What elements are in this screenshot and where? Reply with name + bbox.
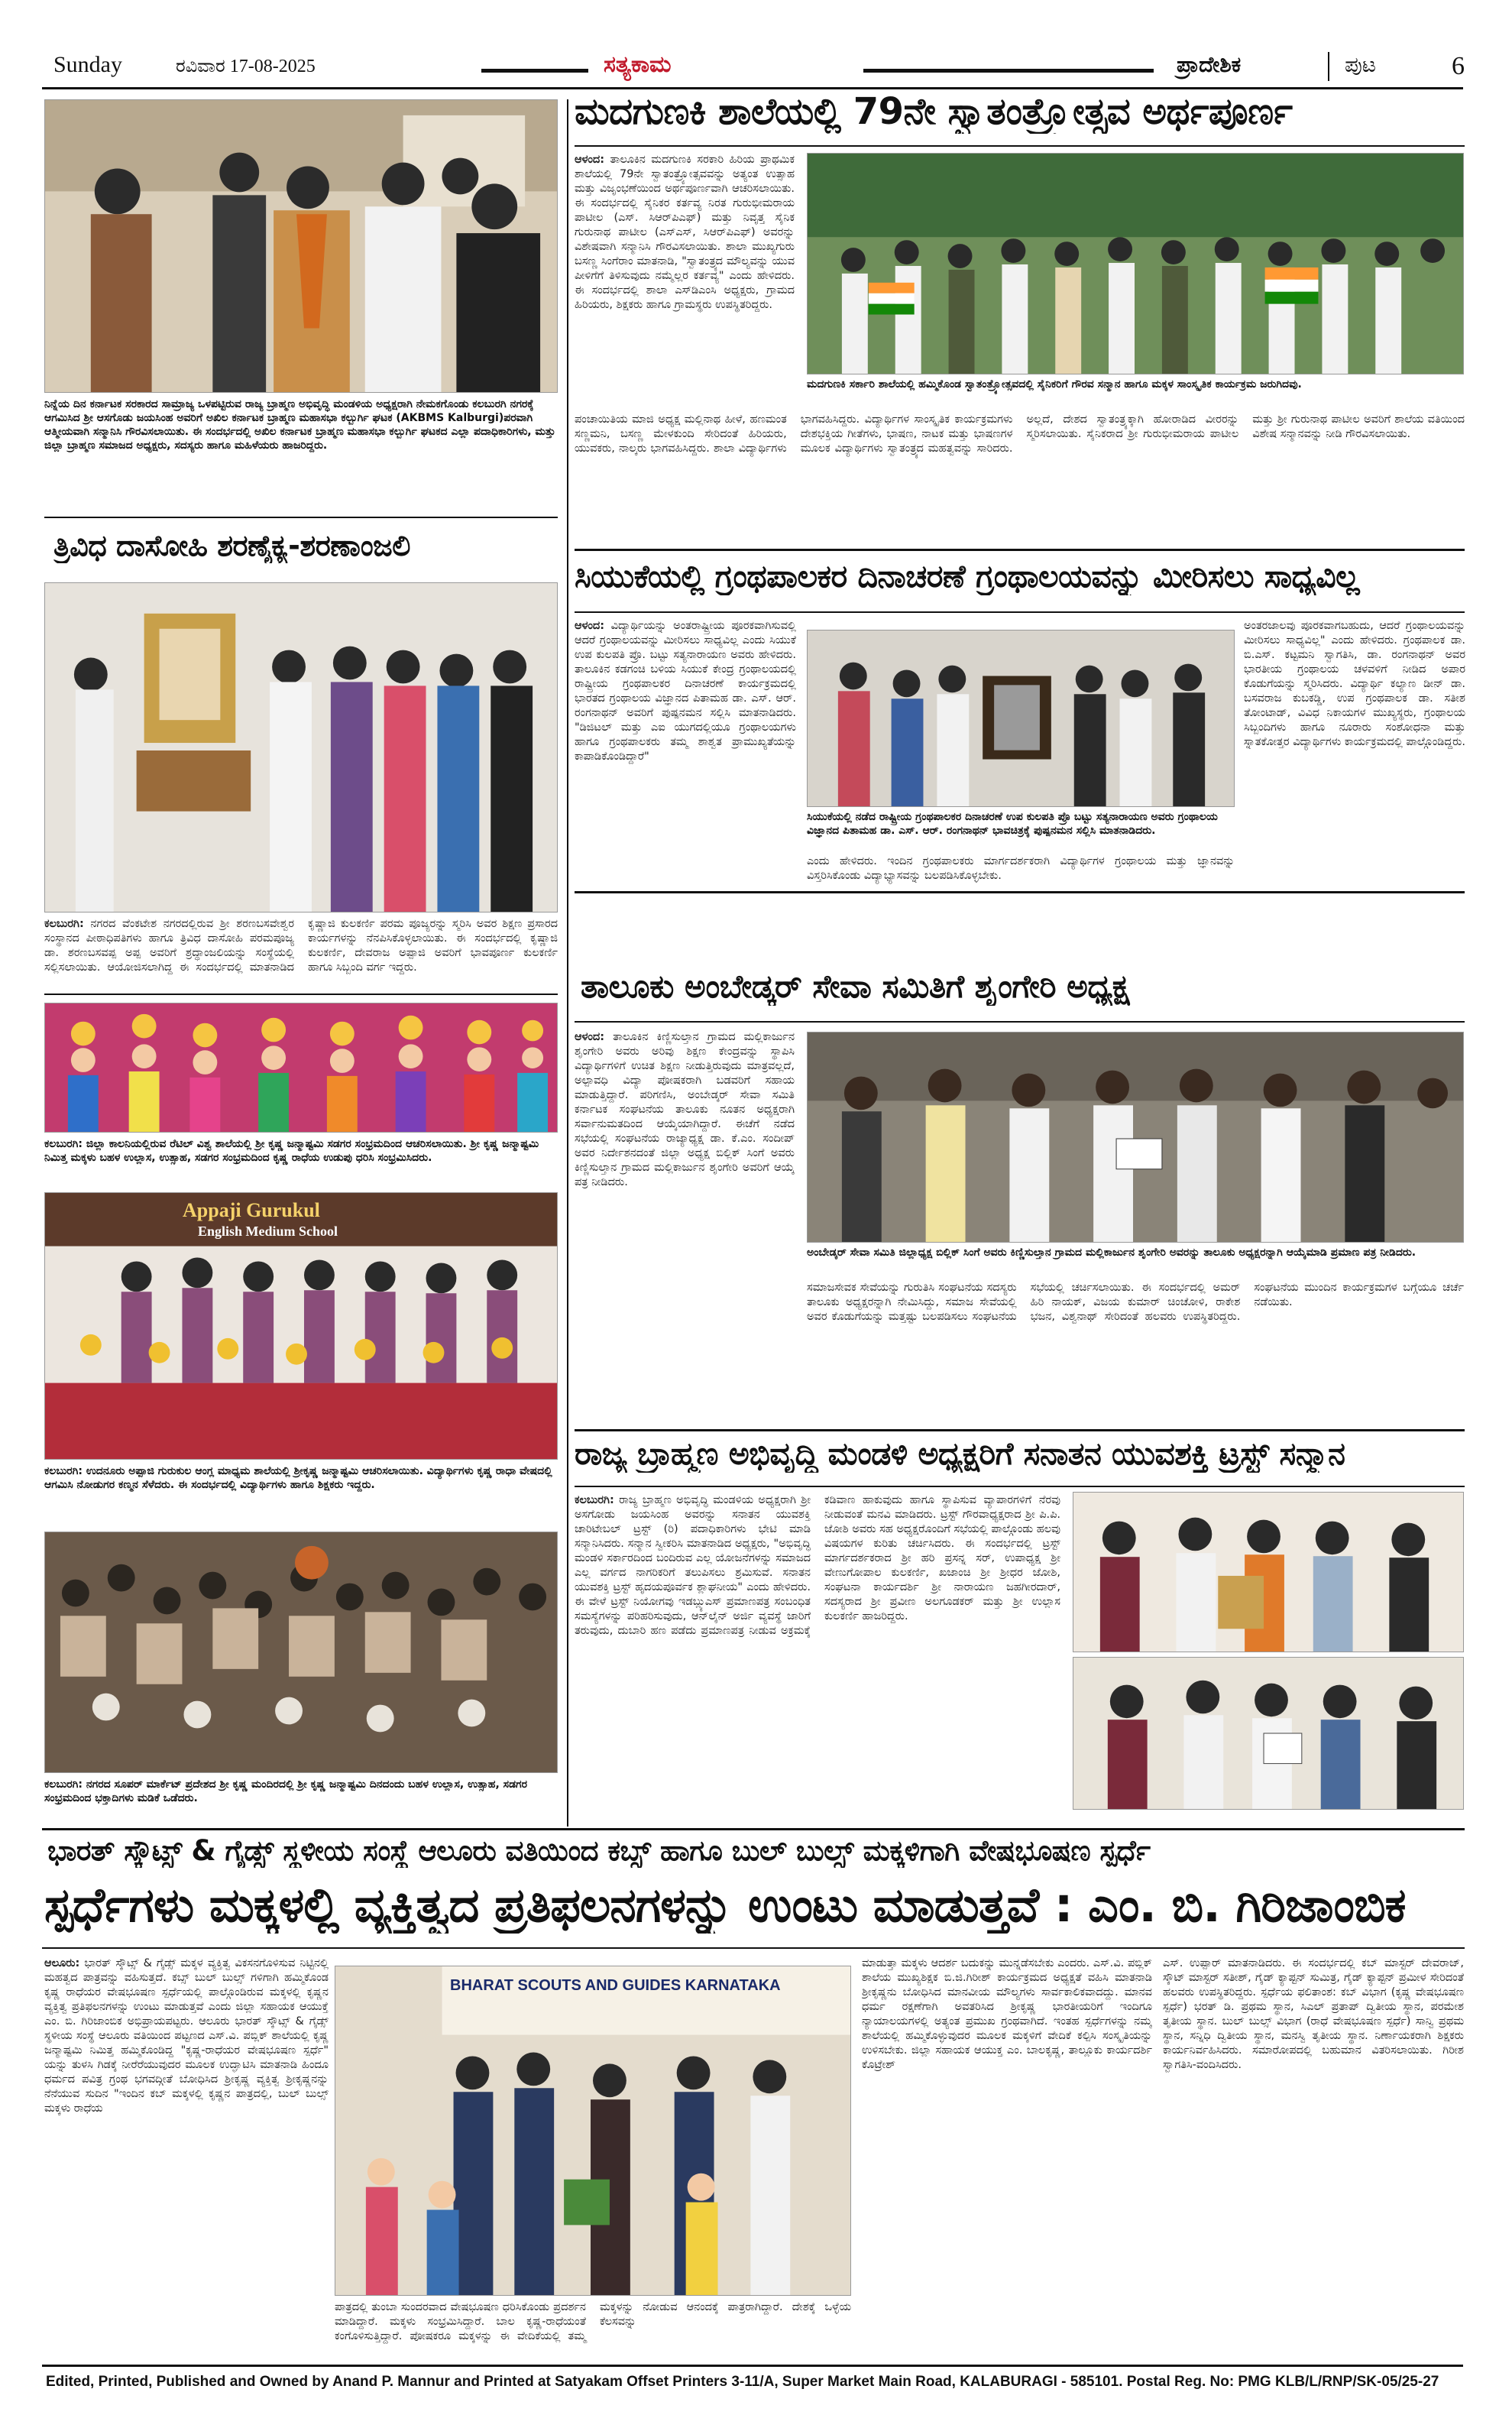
- caption-appaji-gurukul: ಕಲಬುರಗಿ: ಉದನೂರು ಅಪ್ಪಾಜಿ ಗುರುಕುಲ ಆಂಗ್ಲ ಮಾಧ್ಯಮ ಶಾಲೆಯಲ್ಲಿ ಶ್ರೀಕೃಷ್ಣ ಜನ್ಮಾಷ್ಟಮಿ ಆಚರಿಸಲಾಯಿತು. ವಿದ್ಯಾರ್ಥಿಗಳು ಕೃಷ್ಣ ರಾಧಾ ವೇಷದಲ್ಲಿ ಆಗಮಿಸಿ ನೋಡುಗರ ಕಣ್ಮನ ಸೆಳೆದರು. ಈ ಸಂದರ್ಭದಲ್ಲಿ ವಿದ್ಯಾರ್ಥಿಗಳು ಹಾಗೂ ಶಿಕ್ಷಕರು ಇದ್ದರು.: [44, 1465, 552, 1491]
- photo-scouts-event: [335, 1966, 851, 2296]
- page-label: ಪುಟ: [1345, 53, 1377, 77]
- body-text: ವಿದ್ಯಾರ್ಥಿಯನ್ನು ಅಂತರಾಷ್ಟ್ರೀಯ ಪೂರಕವಾಗಿಸುವಲ್ಲಿ ಆದರೆ ಗ್ರಂಥಾಲಯವನ್ನು ಮೀರಿಸಲು ಸಾಧ್ಯವಿಲ್ಲ ಎಂದು ಸಿಯುಕೆ ಉಪ ಕುಲಪತಿ ಪ್ರೊ. ಬಟ್ಟು ಸತ್ಯನಾರಾಯಣ ಅವರು ಹೇಳಿದರು. ತಾಲೂಕಿನ ಕಡಗಂಚಿ ಬಳಿಯ ಸಿಯುಕೆ ಕೇಂದ್ರ ಗ್ರಂಥಾಲಯದಲ್ಲಿ ರಾಷ್ಟ್ರೀಯ ಗ್ರಂಥಪಾಲಕರ ದಿನಾಚರಣೆ ಕಾರ್ಯಕ್ರಮದಲ್ಲಿ ಭಾರತದ ಗ್ರಂಥಾಲಯ ವಿಜ್ಞಾನದ ಪಿತಾಮಹ ಡಾ. ಎಸ್. ಆರ್. ರಂಗನಾಥನ್ ಅವರಿಗೆ ಪುಷ್ಪನಮನ ಸಲ್ಲಿಸಿ ಮಾತನಾಡಿದರು. "ಡಿಜಿಟಲ್ ಮತ್ತು ಎಐ ಯುಗದಲ್ಲಿಯೂ ಗ್ರಂಥಾಲಯಗಳು ಹಾಗೂ ಗ್ರಂಥಪಾಲಕರು ತಮ್ಮ ಶಾಶ್ವತ ಪ್ರಾಮುಖ್ಯತೆಯನ್ನು ಕಾಪಾಡಿಕೊಂಡಿದ್ದಾರೆ": [575, 620, 796, 763]
- caption-akbms-felicitation: ನಿನ್ನೆಯ ದಿನ ಕರ್ನಾಟಕ ಸರಕಾರದ ಸಾಮ್ರಾಜ್ಯ ಒಳಪಟ್ಟಿರುವ ರಾಜ್ಯ ಬ್ರಾಹ್ಮಣ ಅಭಿವೃದ್ಧಿ ಮಂಡಳಿಯ ಅಧ್ಯಕ್ಷರಾಗಿ ನೇಮಕಗೊಂಡು ಕಲಬುರಗಿ ನಗರಕ್ಕೆ ಆಗಮಿಸಿದ ಶ್ರೀ ಆಸಗೊಡು ಜಯಸಿಂಹ ಅವರಿಗೆ ಅಖಿಲ ಕರ್ನಾಟಕ ಬ್ರಾಹ್ಮಣ ಮಹಾಸಭಾ ಕಲ್ಬುರ್ಗಿ ಘಟಕ (AKBMS Kalburgi)ಪರವಾಗಿ ಆತ್ಮೀಯವಾಗಿ ಸನ್ಮಾನಿಸಿ ಗೌರವಿಸಲಾಯಿತು. ಈ ಸಂದರ್ಭದಲ್ಲಿ ಅಖಿಲ ಕರ್ನಾಟಕ ಬ್ರಾಹ್ಮಣ ಮಹಾಸಭಾ ಕಲ್ಬುರ್ಗಿ ಘಟಕದ ಎಲ್ಲಾ ಪದಾಧಿಕಾರಿಗಳು, ಮತ್ತು ಜಿಲ್ಲಾ ಬ್ರಾಹ್ಮಣ ಸಮಾಜದ ಅಧ್ಯಕ್ಷರು, ಸದಸ್ಯರು ಹಾಗೂ ಮಹಿಳೆಯರು ಹಾಜರಿದ್ದರು.: [44, 398, 555, 452]
- page-number: 6: [1452, 52, 1465, 80]
- column-divider: [567, 99, 568, 1827]
- masthead-separator: [1328, 52, 1329, 81]
- body-library-left: [575, 619, 796, 851]
- photo-brahmana-felicitation-1: [1073, 1492, 1464, 1652]
- body-dasohi: [44, 917, 558, 990]
- divider: [575, 891, 1465, 893]
- dateline: ಆಳಂದ:: [575, 1031, 605, 1043]
- headline-dasohi: ತ್ರಿವಿಧ ದಾಸೋಹಿ ಶರಣೈಕ್ಯ-ಶರಣಾಂಜಲಿ: [53, 529, 410, 562]
- photo-dahi-handi-crowd: [44, 1532, 558, 1773]
- dateline: ಆಳಂದ:: [575, 620, 605, 632]
- body-library-right: ಅಂತರಜಾಲವು ಪೂರಕವಾಗಬಹುದು, ಆದರೆ ಗ್ರಂಥಾಲಯವನ್ನು ಮೀರಿಸಲು ಸಾಧ್ಯವಿಲ್ಲ" ಎಂದು ಹೇಳಿದರು. ಗ್ರಂಥಪಾಲಕ ಡಾ. ಬಿ.ಎಸ್. ಕಟ್ಟಮನಿ ಸ್ವಾಗತಿಸಿ, ಡಾ. ರಂಗನಾಥನ್ ಅವರ ಭಾರತೀಯ ಗ್ರಂಥಾಲಯ ಚಳವಳಿಗೆ ನೀಡಿದ ಅಪಾರ ಕೊಡುಗೆಯನ್ನು ಸ್ಮರಿಸಿದರು. ವಿದ್ಯಾರ್ಥಿ ಕಲ್ಯಾಣ ಡೀನ್ ಡಾ. ಬಸವರಾಜ ಕುಬಕಡ್ಡಿ, ಉಪ ಗ್ರಂಥಪಾಲಕ ಡಾ. ಸತೀಶ ತೋಂಟಾಡ್, ವಿವಿಧ ನಿಕಾಯಗಳ ಮುಖ್ಯಸ್ಥರು, ಗ್ರಂಥಾಲಯ ಸಿಬ್ಬಂದಿಗಳು ಹಾಗೂ ನೂರಾರು ಸಂಶೋಧನಾ ಮತ್ತು ಸ್ನಾತಕೋತ್ತರ ವಿದ್ಯಾರ್ಥಿಗಳು ಕಾರ್ಯಕ್ರಮದಲ್ಲಿ ಪಾಲ್ಗೊಂಡಿದ್ದರು.: [1244, 620, 1465, 748]
- divider: [575, 611, 1465, 613]
- photo-dasohi-tribute: [44, 582, 558, 913]
- caption-ambedkar: ಅಂಬೇಡ್ಕರ್ ಸೇವಾ ಸಮಿತಿ ಜಿಲ್ಲಾಧ್ಯಕ್ಷ ಬಿಲ್ಲಿಕ್ ಸಿಂಗೆ ಅವರು ಕಿಣ್ಣಿಸುಲ್ತಾನ ಗ್ರಾಮದ ಮಲ್ಲಿಕಾರ್ಜುನ ಶೃಂಗೇರಿ ಅವರನ್ನು ತಾಲೂಕು ಅಧ್ಯಕ್ಷರನ್ನಾಗಿ ಆಯ್ಕೆಮಾಡಿ ಪ್ರಮಾಣ ಪತ್ರ ನೀಡಿದರು.: [807, 1246, 1416, 1259]
- school-sign: Appaji Gurukul: [183, 1199, 320, 1221]
- headline-ambedkar: ತಾಲೂಕು ಅಂಬೇಡ್ಕರ್ ಸೇವಾ ಸಮಿತಿಗೆ ಶೃಂಗೇರಿ ಅಧ್ಯಕ್ಷ: [581, 968, 1130, 1005]
- divider: [575, 1486, 1465, 1487]
- section-name: ಪ್ರಾದೇಶಿಕ: [1177, 53, 1242, 77]
- body-text: ತಾಲೂಕಿನ ಕಿಣ್ಣಿಸುಲ್ತಾನ ಗ್ರಾಮದ ಮಲ್ಲಿಕಾರ್ಜುನ ಶೃಂಗೇರಿ ಅವರು ಅರಿವು ಶಿಕ್ಷಣ ಕೇಂದ್ರವನ್ನು ಸ್ಥಾಪಿಸಿ ವಿದ್ಯಾರ್ಥಿಗಳಿಗೆ ಉಚಿತ ಶಿಕ್ಷಣ ನೀಡುತ್ತಿರುವುದು ಮಾತ್ರವಲ್ಲದೆ, ಅಲ್ಪಾವಧಿ ವಿದ್ಯಾ ಪೋಷಕರಾಗಿ ಬಡವರಿಗೆ ಸಹಾಯ ಮಾಡುತ್ತಿದ್ದಾರೆ. ಪರಿಗಣಿಸಿ, ಅಂಬೇಡ್ಕರ್ ಸೇವಾ ಸಮಿತಿ ಕರ್ನಾಟಕ ಸಂಘಟನೆಯ ತಾಲೂಕು ನೂತನ ಅಧ್ಯಕ್ಷರಾಗಿ ಸರ್ವಾನುಮತದಿಂದ ಆಯ್ಕೆಯಾಗಿದ್ದಾರೆ. ಈಚೆಗೆ ನಡೆದ ಸಭೆಯಲ್ಲಿ ಸಂಘಟನೆಯ ರಾಜ್ಯಾಧ್ಯಕ್ಷ ಡಾ. ಕೆ.ಎಂ. ಸಂದೀಪ್ ಅವರ ನಿರ್ದೇಶನದಂತೆ ಜಿಲ್ಲಾ ಅಧ್ಯಕ್ಷ ಬಿಲ್ಲಿಕ್ ಸಿಂಗೆ ಅವರು ಕಿಣ್ಣಿಸುಲ್ತಾನ ಗ್ರಾಮದ ಮಲ್ಲಿಕಾರ್ಜುನ ಶೃಂಗೇರಿ ಅವರಿಗೆ ಆಯ್ಕೆ ಪತ್ರ ನೀಡಿದರು.: [575, 1031, 795, 1188]
- photo-ambedkar-appointment: [807, 1032, 1464, 1243]
- dateline: ಆಳಂದ:: [575, 154, 605, 166]
- masthead: [53, 52, 1465, 86]
- body-scouts-mid: ಮಾಡುತ್ತಾ ಮಕ್ಕಳು ಆದರ್ಶ ಬದುಕನ್ನು ಮುನ್ನಡೆಸಬೇಕು ಎಂದರು. ಎಸ್.ವಿ. ಪಬ್ಲಿಕ್ ಶಾಲೆಯ ಮುಖ್ಯಶಿಕ್ಷಕ ಬಿ.ಜಿ.ಗಿರೀಶ್ ಕಾರ್ಯಕ್ರಮದ ಅಧ್ಯಕ್ಷತೆ ವಹಿಸಿ ಮಾತನಾಡಿ ಶ್ರೀಕೃಷ್ಣನು ಬೋಧಿಸಿದ ಮಾನವೀಯ ಮೌಲ್ಯಗಳು ಸಾರ್ವಕಾಲಿಕವಾದದ್ದು. ಮಾನವ ಧರ್ಮ ರಕ್ಷಣೆಗಾಗಿ ಅವತರಿಸಿದ ಶ್ರೀಕೃಷ್ಣ ಭಾರತೀಯರಿಗೆ ಇಂದಿಗೂ ನ್ಯಾಯಾಲಯಗಳಲ್ಲಿ ಅತ್ಯಂತ ಪ್ರಮುಖ ಗ್ರಂಥವಾಗಿದೆ. ಇಂತಹ ಸ್ಪರ್ಧೆಗಳನ್ನು ನಮ್ಮ ಶಾಲೆಯಲ್ಲಿ ಹಮ್ಮಿಕೊಳ್ಳುವುದರ ಮೂಲಕ ಮಕ್ಕಳಿಗೆ ವೇದಿಕೆ ಕಲ್ಪಿಸಿ ಸಂಸ್ಕೃತಿಯನ್ನು ಉಳಿಸಬೇಕು. ಜಿಲ್ಲಾ ಸಹಾಯಕ ಆಯುಕ್ತ ಎಂ. ಬಾಲಕೃಷ್ಣ, ತಾಲ್ಲೂಕು ಕಾರ್ಯದರ್ಶಿ ಕೊಟ್ರೇಶ್: [862, 1957, 1152, 2071]
- masthead-date: ರವಿವಾರ 17-08-2025: [176, 57, 316, 76]
- divider: [44, 517, 558, 518]
- photo-akbms-felicitation: [44, 99, 558, 393]
- headline-library: ಸಿಯುಕೆಯಲ್ಲಿ ಗ್ರಂಥಪಾಲಕರ ದಿನಾಚರಣೆ ಗ್ರಂಥಾಲಯವನ್ನು ಮೀರಿಸಲು ಸಾಧ್ಯವಿಲ್ಲ: [575, 558, 1360, 595]
- divider: [42, 1828, 1465, 1830]
- body-text: ತಾಲೂಕಿನ ಮದಗುಣಕಿ ಸರಕಾರಿ ಹಿರಿಯ ಪ್ರಾಥಮಿಕ ಶಾಲೆಯಲ್ಲಿ 79ನೇ ಸ್ವಾತಂತ್ರ್ಯೋತ್ಸವವನ್ನು ಅತ್ಯಂತ ಉತ್ಸಾಹ ಮತ್ತು ವಿಜೃಂಭಣೆಯಿಂದ ಅರ್ಥಪೂರ್ಣವಾಗಿ ಆಚರಿಸಲಾಯಿತು. ಈ ಸಂದರ್ಭದಲ್ಲಿ ಸೈನಿಕರ ಕರ್ತವ್ಯ ನಿರತ ಗುರುಭೀಮರಾಯ ಪಾಟೀಲ (ಎಸ್. ಸಿಆರ್‌ಪಿಎಫ್) ಮತ್ತು ನಿವೃತ್ತ ಸೈನಿಕ ಗುರುನಾಥ ಪಾಟೀಲ (ಎಸ್‌ಎಸ್, ಸಿಆರ್‌ಪಿಎಫ್) ಅವರನ್ನು ವಿಶೇಷವಾಗಿ ಸನ್ಮಾನಿಸಿ ಗೌರವಿಸಲಾಯಿತು. ಶಾಲಾ ಮುಖ್ಯಗುರು ಬಸಣ್ಣ ಸಿಂಗೆರಾಂ ಮಾತನಾಡಿ, "ಸ್ವಾತಂತ್ರ್ಯದ ಮೌಲ್ಯವನ್ನು ಯುವ ಪೀಳಿಗೆಗೆ ತಿಳಿಸುವುದು ನಮ್ಮೆಲ್ಲರ ಕರ್ತವ್ಯ" ಎಂದು ಹೇಳಿದರು. ಈ ಸಂದರ್ಭದಲ್ಲಿ ಶಾಲಾ ಎಸ್‌ಡಿಎಂಸಿ ಅಧ್ಯಕ್ಷರು, ಗ್ರಾಮದ ಹಿರಿಯರು, ಶಿಕ್ಷಕರು ಹಾಗೂ ಗ್ರಾಮಸ್ಥರು ಉಪಸ್ಥಿತರಿದ್ದರು.: [575, 154, 795, 311]
- body-ambedkar-left: [575, 1030, 795, 1426]
- kicker-scouts: ಭಾರತ್ ಸ್ಕೌಟ್ಸ್ & ಗೈಡ್ಸ್ ಸ್ಥಳೀಯ ಸಂಸ್ಥೆ ಆಲೂರು ವತಿಯಿಂದ ಕಬ್ಸ್ ಹಾಗೂ ಬುಲ್ ಬುಲ್ಸ್ ಮಕ್ಕಳಿಗಾಗಿ ವೇಷಭೂಷಣ ಸ್ಪರ್ಧೆ: [47, 1834, 1151, 1867]
- photo-brahmana-felicitation-2: [1073, 1657, 1464, 1810]
- divider: [575, 1021, 1465, 1023]
- dateline: ಕಲಬುರಗಿ:: [575, 1494, 614, 1506]
- banner-text: BHARAT SCOUTS AND GUIDES KARNATAKA: [450, 1977, 781, 1994]
- divider: [575, 1429, 1465, 1431]
- body-madagunaki-left: [575, 153, 795, 391]
- dateline: ಕಲಬುರಗಿ:: [44, 918, 84, 930]
- body-text: ಭಾರತ್ ಸ್ಕೌಟ್ಸ್ & ಗೈಡ್ಸ್ ಮಕ್ಕಳ ವ್ಯಕ್ತಿತ್ವ ವಿಕಸನಗೊಳಿಸುವ ನಿಟ್ಟಿನಲ್ಲಿ ಮಹತ್ವದ ಪಾತ್ರವನ್ನು ವಹಿಸುತ್ತದೆ. ಕಬ್ಸ್ ಬುಲ್ ಬುಲ್ಸ್ ಗಳಿಗಾಗಿ ಹಮ್ಮಿಕೊಂಡ ಕೃಷ್ಣ ರಾಧೆಯರ ವೇಷಭೂಷಣ ಸ್ಪರ್ಧೆಯಲ್ಲಿ ಪಾಲ್ಗೊಂಡಿರುವ ಮಕ್ಕಳಲ್ಲಿ ಕೃಷ್ಣನ ವ್ಯಕ್ತಿತ್ವ ಪ್ರತಿಫಲನಗಳನ್ನು ಉಂಟು ಮಾಡುತ್ತವೆ ಎಂದು ಜಿಲ್ಲಾ ಸಹಾಯಕ ಆಯುಕ್ತೆ ಎಂ. ಬಿ. ಗಿರಿಜಾಂಬಿಕ ಅಭಿಪ್ರಾಯಪಟ್ಟರು. ಆಲೂರು ಭಾರತ್ ಸ್ಕೌಟ್ಸ್ & ಗೈಡ್ಸ್ ಸ್ಥಳೀಯ ಸಂಸ್ಥೆ ಆಲೂರು ವತಿಯಿಂದ ಪಟ್ಟಣದ ಎಸ್.ವಿ. ಪಬ್ಲಿಕ್ ಶಾಲೆಯಲ್ಲಿ ಕೃಷ್ಣ ಜನ್ಮಾಷ್ಟಮಿ ನಿಮಿತ್ತ ಹಮ್ಮಿಕೊಂಡಿದ್ದ "ಕೃಷ್ಣ-ರಾಧೆಯರ ವೇಷಭೂಷಣ ಸ್ಪರ್ಧೆ" ಯನ್ನು ತುಳಸಿ ಗಿಡಕ್ಕೆ ನೀರೆರೆಯುವುದರ ಮೂಲಕ ಉದ್ಘಾಟಿಸಿ ಮಾತನಾಡಿ ಹಿಂದೂ ಧರ್ಮದ ಪವಿತ್ರ ಗ್ರಂಥ ಭಗವದ್ಗೀತೆ ಬೋಧಿಸಿದ ಶ್ರೀಕೃಷ್ಣ ವ್ಯಕ್ತಿತ್ವ ಶ್ರೀಕೃಷ್ಣನನ್ನು ನೆನೆಯುವ ಸುದಿನ "ಇಂದಿನ ಕಬ್ ಮಕ್ಕಳಲ್ಲಿ ಕೃಷ್ಣನ ಪಾತ್ರದಲ್ಲಿ, ಬುಲ್ ಬುಲ್ಸ್ ಮಕ್ಕಳು ರಾಧೆಯ: [44, 1957, 329, 2115]
- divider: [575, 549, 1465, 551]
- headline-scouts: ಸ್ಪರ್ಧೆಗಳು ಮಕ್ಕಳಲ್ಲಿ ವ್ಯಕ್ತಿತ್ವದ ಪ್ರತಿಫಲನಗಳನ್ನು ಉಂಟು ಮಾಡುತ್ತವೆ : ಎಂ. ಬಿ. ಗಿರಿಜಾಂಬಿಕ: [44, 1877, 1406, 1933]
- photo-janmashtami-kids: [44, 1003, 558, 1133]
- divider: [575, 145, 1465, 147]
- body-scouts-right: ಎಸ್. ಉಪ್ಪಾರ್ ಮಾತನಾಡಿದರು. ಈ ಸಂದರ್ಭದಲ್ಲಿ ಕಬ್ ಮಾಸ್ಟರ್ ದೇವರಾಜ್, ಸ್ಕೌಟ್ ಮಾಸ್ಟರ್ ಸತೀಶ್, ಗೈಡ್ ಕ್ಯಾಪ್ಟನ್ ಸುಮಿತ್ರ, ಗೈಡ್ ಕ್ಯಾಪ್ಟನ್ ಪ್ರಮೀಳ ಸೇರಿದಂತೆ ಹಲವರು ಉಪಸ್ಥಿತರಿದ್ದರು. ಸ್ಪರ್ಧೆಯ ಫಲಿತಾಂಶ: ಕಬ್ ವಿಭಾಗ (ಕೃಷ್ಣ ವೇಷಭೂಷಣ ಸ್ಪರ್ಧೆ) ಭರತ್ ಡಿ. ಪ್ರಥಮ ಸ್ಥಾನ, ಸಿಎಲ್ ಪ್ರತಾಪ್ ದ್ವಿತೀಯ ಸ್ಥಾನ, ಪರಮೇಶ ತೃತೀಯ ಸ್ಥಾನ. ಬುಲ್ ಬುಲ್ಸ್ ವಿಭಾಗ (ರಾಧೆ ವೇಷಭೂಷಣ ಸ್ಪರ್ಧೆ) ಸಾನ್ವಿ ಪ್ರಥಮ ಸ್ಥಾನ, ಸನ್ನಿಧಿ ದ್ವಿತೀಯ ಸ್ಥಾನ, ಮನಸ್ವಿ ತೃತೀಯ ಸ್ಥಾನ. ನಿರ್ಣಾಯಕರಾಗಿ ಶಿಕ್ಷಕರು ಕಾರ್ಯನಿರ್ವಹಿಸಿದರು. ಸಮಾರೋಪದಲ್ಲಿ ಬಹುಮಾನ ವಿತರಿಸಲಾಯಿತು. ಗಿರೀಶ ಸ್ವಾಗತಿಸಿ-ವಂದಿಸಿದರು.: [1163, 1957, 1464, 2071]
- headline-madagunaki: ಮದಗುಣಕಿ ಶಾಲೆಯಲ್ಲಿ 79ನೇ ಸ್ವಾತಂತ್ರ್ಯೋತ್ಸವ ಅರ್ಥಪೂರ್ಣ: [575, 90, 1293, 133]
- body-text: ರಾಜ್ಯ ಬ್ರಾಹ್ಮಣ ಅಭಿವೃದ್ಧಿ ಮಂಡಳಿಯ ಅಧ್ಯಕ್ಷರಾಗಿ ಶ್ರೀ ಅಸಗೋಡು ಜಯಸಿಂಹ ಅವರನ್ನು ಸನಾತನ ಯುವಶಕ್ತಿ ಚಾರಿಟೇಬಲ್ ಟ್ರಸ್ಟ್ (ರಿ) ಪದಾಧಿಕಾರಿಗಳು ಭೇಟಿ ಮಾಡಿ ಸನ್ಮಾನಿಸಿದರು. ಸನ್ಮಾನ ಸ್ವೀಕರಿಸಿ ಮಾತನಾಡಿದ ಅಧ್ಯಕ್ಷರು, "ಅಭಿವೃದ್ಧಿ ಮಂಡಳಿ ಸರ್ಕಾರದಿಂದ ಬಂದಿರುವ ಎಲ್ಲ ಯೋಜನೆಗಳನ್ನು ಸಮಾಜದ ಎಲ್ಲ ವರ್ಗದ ನಾಗರಿಕರಿಗೆ ತಲುಪಿಸಲು ಶ್ರಮಿಸುವೆ. ಸನಾತನ ಯುವಶಕ್ತಿ ಟ್ರಸ್ಟ್ ಹೃದಯಪೂರ್ವಕ ಶ್ಲಾಘನೀಯ" ಎಂದು ಹೇಳಿದರು. ಈ ವೇಳೆ ಟ್ರಸ್ಟ್ ನಿಯೋಗವು ಇಡಬ್ಲ್ಯುಎಸ್ ಪ್ರಮಾಣಪತ್ರ ಸಂಬಂಧಿತ ಸಮಸ್ಯೆಗಳನ್ನು ಪರಿಹರಿಸುವುದು, ಆನ್‌ಲೈನ್ ಅರ್ಜಿ ವ್ಯವಸ್ಥೆ ಜಾರಿಗೆ ತರುವುದು, ದುಬಾರಿ ಹಣ ಪಡೆದು ಪ್ರಮಾಣಪತ್ರ ನೀಡುವ ಅಕ್ರಮಕ್ಕೆ ಕಡಿವಾಣ ಹಾಕುವುದು ಹಾಗೂ ಸ್ಥಾಪಿಸುವ ವ್ಯಾಪಾರಗಳಿಗೆ ನೆರವು ನೀಡುವಂತೆ ಮನವಿ ಮಾಡಿದರು. ಟ್ರಸ್ಟ್ ಗೌರವಾಧ್ಯಕ್ಷರಾದ ಶ್ರೀ ಪಿ.ಪಿ. ಜೋಶಿ ಅವರು ಸಹ ಅಧ್ಯಕ್ಷರೊಂದಿಗೆ ಸಭೆಯಲ್ಲಿ ಪಾಲ್ಗೊಂಡು ಹಲವು ವಿಷಯಗಳ ಕುರಿತು ಚರ್ಚಿಸಿದರು. ಈ ಸಂದರ್ಭದಲ್ಲಿ ಟ್ರಸ್ಟ್ ಮಾರ್ಗದರ್ಶಕರಾದ ಶ್ರೀ ಹರಿ ಪ್ರಸನ್ನ ಸರ್, ಉಪಾಧ್ಯಕ್ಷ ಶ್ರೀ ವೇಣುಗೋಪಾಲ ಕುಲಕರ್ಣಿ, ಖಜಾಂಚಿ ಶ್ರೀ ಶ್ರೀಧರ ಜೋಶಿ, ಸಂಘಟನಾ ಕಾರ್ಯದರ್ಶಿ ಶ್ರೀ ನಾರಾಯಣ ಜಹಗೀರದಾರ್, ಸದಸ್ಯರಾದ ಶ್ರೀ ಪ್ರವೀಣ ಅಲಗೂಡಕರ್ ಮತ್ತು ಶ್ರೀ ಉಲ್ಲಾಸ ಕುಲಕರ್ಣಿ ಹಾಜರಿದ್ದರು.: [575, 1494, 1060, 1637]
- masthead-rule-left: [481, 69, 588, 73]
- masthead-rule-right: [863, 69, 1154, 73]
- dateline: ಆಲೂರು:: [44, 1957, 80, 1969]
- body-scouts-under-photo: ಪಾತ್ರದಲ್ಲಿ ತುಂಬಾ ಸುಂದರವಾದ ವೇಷಭೂಷಣ ಧರಿಸಿಕೊಂಡು ಪ್ರದರ್ಶನ ಮಾಡಿದ್ದಾರೆ. ಮಕ್ಕಳು ಸಂಭ್ರಮಿಸಿದ್ದಾರೆ. ಬಾಲ ಕೃಷ್ಣ-ರಾಧೆಯಂತೆ ಕಂಗೊಳಿಸುತ್ತಿದ್ದಾರೆ. ಪೋಷಕರೂ ಮಕ್ಕಳನ್ನು ಈ ವೇದಿಕೆಯಲ್ಲಿ ತಮ್ಮ ಮಕ್ಕಳನ್ನು ನೋಡುವ ಆನಂದಕ್ಕೆ ಪಾತ್ರರಾಗಿದ್ದಾರೆ. ದೇಶಕ್ಕೆ ಒಳ್ಳೆಯ ಕೆಲಸವನ್ನು: [335, 2301, 851, 2342]
- caption-madagunaki: ಮದಗುಣಕಿ ಸರ್ಕಾರಿ ಶಾಲೆಯಲ್ಲಿ ಹಮ್ಮಿಕೊಂಡ ಸ್ವಾತಂತ್ರ್ಯೋತ್ಸವದಲ್ಲಿ ಸೈನಿಕರಿಗೆ ಗೌರವ ಸನ್ಮಾನ ಹಾಗೂ ಮಕ್ಕಳ ಸಾಂಸ್ಕೃತಿಕ ಕಾರ್ಯಕ್ರಮ ಜರುಗಿದವು.: [807, 378, 1302, 391]
- imprint-line: Edited, Printed, Published and Owned by Anand P. Mannur and Printed at Satyakam Offset Printers 3-11/A, Super Market Main Road, KALABURAGI - 585101. Postal Reg. No: PMG KLB/L/RNP/SK-05/25-27: [46, 2374, 1439, 2390]
- caption-dahi-handi: ಕಲಬುರಗಿ: ನಗರದ ಸೂಪರ್ ಮಾರ್ಕೆಟ್ ಪ್ರದೇಶದ ಶ್ರೀ ಕೃಷ್ಣ ಮಂದಿರದಲ್ಲಿ ಶ್ರೀ ಕೃಷ್ಣ ಜನ್ಮಾಷ್ಟಮಿ ದಿನದಂದು ಬಹಳ ಉಲ್ಲಾಸ, ಉತ್ಸಾಹ, ಸಡಗರ ಸಂಭ್ರಮದಿಂದ ಭಕ್ತಾದಿಗಳು ಮಡಿಕೆ ಒಡೆದರು.: [44, 1778, 527, 1804]
- photo-appaji-gurukul: [44, 1192, 558, 1460]
- body-ambedkar-bottom: ಸಮಾಜಸೇವಕ ಸೇವೆಯನ್ನು ಗುರುತಿಸಿ ಸಂಘಟನೆಯ ಸದಸ್ಯರು ತಾಲೂಕು ಅಧ್ಯಕ್ಷರನ್ನಾಗಿ ನೇಮಿಸಿದ್ದು, ಸಮಾಜ ಸೇವೆಯಲ್ಲಿ ಅವರ ಕೊಡುಗೆಯನ್ನು ಮತ್ತಷ್ಟು ಬಲಪಡಿಸಲು ಸಂಘಟನೆಯ ಸಭೆಯಲ್ಲಿ ಚರ್ಚಿಸಲಾಯಿತು. ಈ ಸಂದರ್ಭದಲ್ಲಿ ಅಮರ್ ಹಿರಿ ನಾಯಕ್, ವಿಜಯ ಕುಮಾರ್ ಚಿಂಚೋಳಿ, ರಾಕೇಶ ಭಜನ, ವಿಶ್ವನಾಥ್ ಸೇರಿದಂತೆ ಹಲವರು ಉಪಸ್ಥಿತರಿದ್ದರು. ಸಂಘಟನೆಯ ಮುಂದಿನ ಕಾರ್ಯಕ್ರಮಗಳ ಬಗ್ಗೆಯೂ ಚರ್ಚೆ ನಡೆಯಿತು.: [807, 1282, 1464, 1323]
- divider: [44, 994, 558, 995]
- school-sign-sub: English Medium School: [198, 1224, 338, 1239]
- body-library-bottom: ಎಂದು ಹೇಳಿದರು. ಇಂದಿನ ಗ್ರಂಥಪಾಲಕರು ಮಾರ್ಗದರ್ಶಕರಾಗಿ ವಿದ್ಯಾರ್ಥಿಗಳ ಗ್ರಂಥಾಲಯ ಮತ್ತು ಜ್ಞಾನವನ್ನು ವಿಸ್ತರಿಸಿಕೊಂಡು ವಿದ್ಯಾಭ್ಯಾಸವನ್ನು ಬಲಪಡಿಸಿಕೊಳ್ಳಬೇಕು.: [807, 855, 1235, 882]
- newspaper-name: ಸತ್ಯಕಾಮ: [604, 52, 672, 77]
- caption-janmashtami-kids: ಕಲಬುರಗಿ: ಜಿಲ್ಲಾ ಕಾಲನಿಯಲ್ಲಿರುವ ರೆಟಿಲ್ ವಿಶ್ವ ಶಾಲೆಯಲ್ಲಿ ಶ್ರೀ ಕೃಷ್ಣ ಜನ್ಮಾಷ್ಟಮಿ ಸಡಗರ ಸಂಭ್ರಮದಿಂದ ಆಚರಿಸಲಾಯಿತು. ಶ್ರೀ ಕೃಷ್ಣ ಜನ್ಮಾಷ್ಟಮಿ ನಿಮಿತ್ತ ಮಕ್ಕಳು ಬಹಳ ಉಲ್ಲಾಸ, ಉತ್ಸಾಹ, ಸಡಗರ ಸಂಭ್ರಮದಿಂದ ಕೃಷ್ಣ ರಾಧೆಯ ಉಡುಪು ಧರಿಸಿ ಸಂಭ್ರಮಿಸಿದರು.: [44, 1138, 539, 1164]
- body-scouts-left: [44, 1956, 329, 2358]
- body-text: ನಗರದ ವೆಂಕಟೇಶ ನಗರದಲ್ಲಿರುವ ಶ್ರೀ ಶರಣಬಸವೇಶ್ವರ ಸಂಸ್ಥಾನದ ಪೀಠಾಧಿಪತಿಗಳು ಹಾಗೂ ತ್ರಿವಿಧ ದಾಸೋಹಿ ಪರಮಪೂಜ್ಯ ಡಾ. ಶರಣಬಸವಪ್ಪ ಅಪ್ಪ ಅವರಿಗೆ ಶ್ರದ್ಧಾಂಜಲಿಯನ್ನು ಸಂಸ್ಥೆಯಲ್ಲಿ ಸಲ್ಲಿಸಲಾಯಿತು. ಆಯೋಜಿಸಲಾಗಿದ್ದ ಈ ಸಂದರ್ಭದಲ್ಲಿ ಮಾತನಾಡಿದ ಕೃಷ್ಣಾಜಿ ಕುಲಕರ್ಣಿ ಪರಮ ಪೂಜ್ಯರನ್ನು ಸ್ಮರಿಸಿ ಅವರ ಶಿಕ್ಷಣ ಪ್ರಸಾರದ ಕಾರ್ಯಗಳನ್ನು ನೆನಪಿಸಿಕೊಳ್ಳಲಾಯಿತು. ಈ ಸಂದರ್ಭದಲ್ಲಿ ಕೃಷ್ಣಾಜಿ ಕುಲಕರ್ಣಿ, ದೇವರಾಜ ಅಪ್ಪಾಜಿ ಅವರಿಗೆ ಭಾವಪೂರ್ಣ ಕುಲಕರ್ಣಿ ಹಾಗೂ ಸಿಬ್ಬಂದಿ ವರ್ಗ ಇದ್ದರು.: [44, 918, 558, 974]
- caption-library-day: ಸಿಯುಕೆಯಲ್ಲಿ ನಡೆದ ರಾಷ್ಟ್ರೀಯ ಗ್ರಂಥಪಾಲಕರ ದಿನಾಚರಣೆ ಉಪ ಕುಲಪತಿ ಪ್ರೊ ಬಟ್ಟು ಸತ್ಯನಾರಾಯಣ ಅವರು ಗ್ರಂಥಾಲಯ ವಿಜ್ಞಾನದ ಪಿತಾಮಹ ಡಾ. ಎಸ್. ಆರ್. ರಂಗನಾಥನ್ ಭಾವಚಿತ್ರಕ್ಕೆ ಪುಷ್ಪನಮನ ಸಲ್ಲಿಸಿ ಮಾತನಾಡಿದರು.: [807, 811, 1218, 837]
- headline-brahmana-board: ರಾಜ್ಯ ಬ್ರಾಹ್ಮಣ ಅಭಿವೃದ್ಧಿ ಮಂಡಳಿ ಅಧ್ಯಕ್ಷರಿಗೆ ಸನಾತನ ಯುವಶಕ್ತಿ ಟ್ರಸ್ಟ್ ಸನ್ಮಾನ: [575, 1435, 1345, 1472]
- body-madagunaki-bottom: ಪಂಚಾಯಿತಿಯ ಮಾಜಿ ಅಧ್ಯಕ್ಷ ಮಲ್ಲಿನಾಥ ಹೀಳೆ, ಹಣಮಂತ ಸಣ್ಣಮನಿ, ಬಸಣ್ಣ ಮೇಳಕುಂದಿ ಸೇರಿದಂತೆ ಹಿರಿಯರು, ಯುವಕರು, ನಾಲ್ಕರು ಭಾಗವಹಿಸಿದ್ದರು. ಶಾಲಾ ವಿದ್ಯಾರ್ಥಿಗಳು ಭಾಗವಹಿಸಿದ್ದರು. ವಿದ್ಯಾರ್ಥಿಗಳ ಸಾಂಸ್ಕೃತಿಕ ಕಾರ್ಯಕ್ರಮಗಳು ದೇಶಭಕ್ತಿಯ ಗೀತೆಗಳು, ಭಾಷಣ, ನಾಟಕ ಮತ್ತು ಭಾಷಣಗಳ ಮೂಲಕ ವಿದ್ಯಾರ್ಥಿಗಳು ಸ್ವಾತಂತ್ರ್ಯದ ಮಹತ್ವವನ್ನು ಸಾರಿದರು. ಅಲ್ಲದೆ, ದೇಶದ ಸ್ವಾತಂತ್ರ್ಯಕ್ಕಾಗಿ ಹೋರಾಡಿದ ವೀರರನ್ನು ಸ್ಮರಿಸಲಾಯಿತು. ಸೈನಿಕರಾದ ಶ್ರೀ ಗುರುಭೀಮರಾಯ ಪಾಟೀಲ ಮತ್ತು ಶ್ರೀ ಗುರುನಾಥ ಪಾಟೀಲ ಅವರಿಗೆ ಶಾಲೆಯ ವತಿಯಿಂದ ವಿಶೇಷ ಸನ್ಮಾನವನ್ನು ನೀಡಿ ಗೌರವಿಸಲಾಯಿತು.: [575, 413, 1465, 455]
- footer-rule: [42, 2365, 1463, 2367]
- body-brahmana-board: [575, 1493, 1060, 1822]
- divider: [42, 1947, 1465, 1949]
- masthead-bottom-rule: [42, 87, 1463, 89]
- masthead-day: Sunday: [53, 52, 122, 77]
- photo-madagunaki-independence: [807, 153, 1464, 374]
- photo-library-day: [807, 630, 1235, 807]
